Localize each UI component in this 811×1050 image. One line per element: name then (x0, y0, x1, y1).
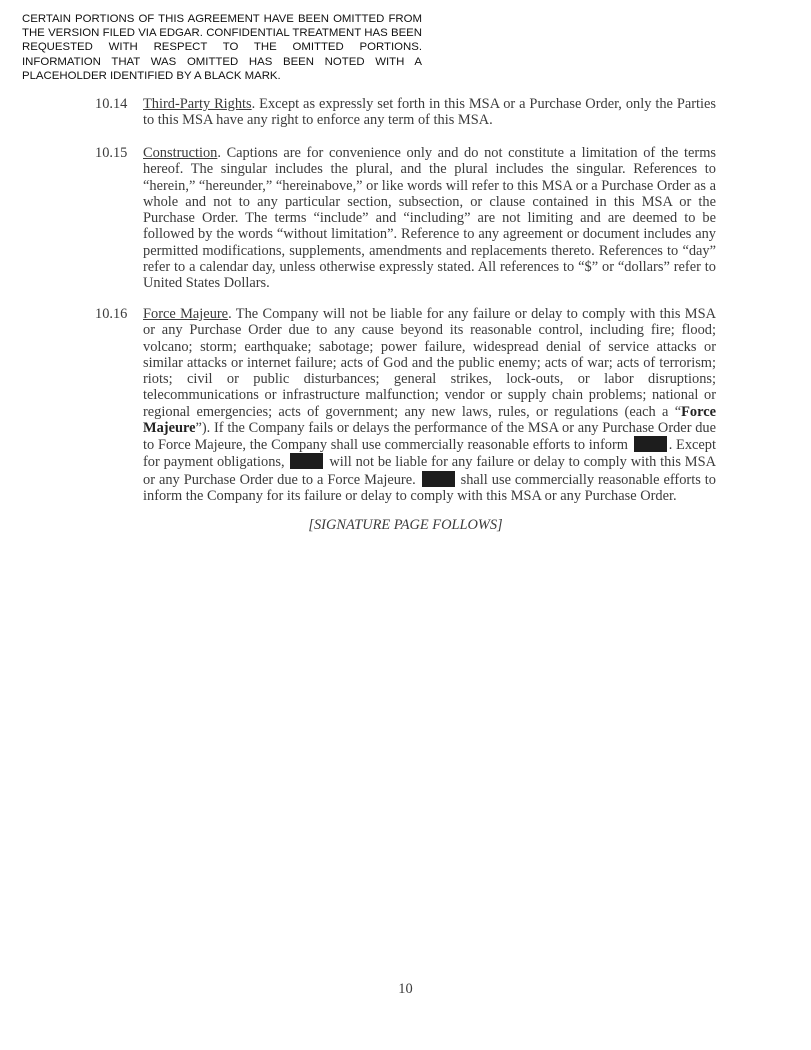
section-body (143, 145, 716, 291)
notice-line: CERTAIN PORTIONS OF THIS AGREEMENT HAVE BEEN OMITTED (22, 13, 385, 25)
section-body (143, 96, 716, 129)
section-text: . The Company will not be liable for any failure or delay to comply with this MSA or any Purchase Order due to any cause beyond its reasonable control, including fire; flood; volcano; storm; earthquake; sabotage; power failure, widespread denial of service attacks or similar attacks or internet failure; acts of God and the public enemy; acts of war; acts of terrorism; riots; civil or public disturbances; general strikes, lock-outs, or labor disruptions; telecommunications or infrastructure malfunction; vendor or supply chain problems; national or regional emergencies; acts of government; any new laws, rules, or regulations (each a “ (143, 306, 716, 420)
redaction-mark (422, 471, 455, 487)
section-number: 10.16 (95, 306, 128, 322)
omission-notice (22, 12, 422, 83)
section-10-16 (95, 306, 716, 504)
section-body (143, 306, 716, 504)
notice-line: PLACEHOLDER IDENTIFIED BY A BLACK MARK. (22, 69, 281, 82)
section-text: . Except as expressly set forth in this MSA or a Purchase Order, only the Parties to this MSA have any right to enforce any term of this MSA. (143, 96, 716, 129)
section-text: shall use commercially reasonable efforts to inform the Company for its failure or delay to comply with this MSA or any Purchase Order. (143, 471, 716, 504)
page-number: 10 (398, 981, 413, 997)
signature-page-note: [SIGNATURE PAGE FOLLOWS] (308, 517, 503, 533)
section-text: will not be liable for any failure or delay to comply with this MSA or any Purchase Order due to a Force Majeure. (143, 454, 716, 488)
redaction-mark (634, 436, 667, 452)
defined-term: Force Majeure (143, 403, 716, 436)
section-text: . Captions are for convenience only and do not constitute a limitation of the terms hereof. The singular includes the plural, and the plural includes the singular. References to “herein,” “hereunder,” “hereinabove,” or like words will refer to this MSA or a Purchase Order as a whole and not to any particular section, subsection, or clause contained in this MSA or the Purchase Order. The terms “include” and “including” are not limiting and are deemed to be followed by the words “without limitation”. Reference to any agreement or document includes any permitted modifications, supplements, amendments and replacements thereto. References to “day” refer to a calendar day, unless otherwise expressly stated. All references to “$” or “dollars” refer to United States Dollars. (143, 145, 716, 291)
notice-line: HAS BEEN REQUESTED WITH RESPECT TO THE OMITTED PORTIONS. (22, 27, 422, 54)
section-number: 10.15 (95, 145, 128, 161)
redaction-mark (290, 453, 323, 469)
section-10-15 (95, 145, 716, 291)
section-heading: Third-Party Rights (143, 96, 252, 112)
notice-line: INFORMATION THAT WAS OMITTED HAS BEEN NOTED WITH A (22, 55, 422, 68)
section-heading: Force Majeure (143, 306, 229, 322)
section-number: 10.14 (95, 96, 128, 112)
section-10-14 (95, 96, 716, 129)
section-heading: Construction (143, 145, 218, 161)
section-text: ”). If the Company fails or delays the performance of the MSA or any Purchase Order due to Force Majeure, the Company shall use commercially reasonable efforts to inform (143, 419, 716, 453)
notice-line: FROM THE VERSION FILED VIA EDGAR. CONFIDENTIAL TREATMENT (22, 13, 422, 40)
section-text: . Except for payment obligations, (143, 437, 716, 471)
